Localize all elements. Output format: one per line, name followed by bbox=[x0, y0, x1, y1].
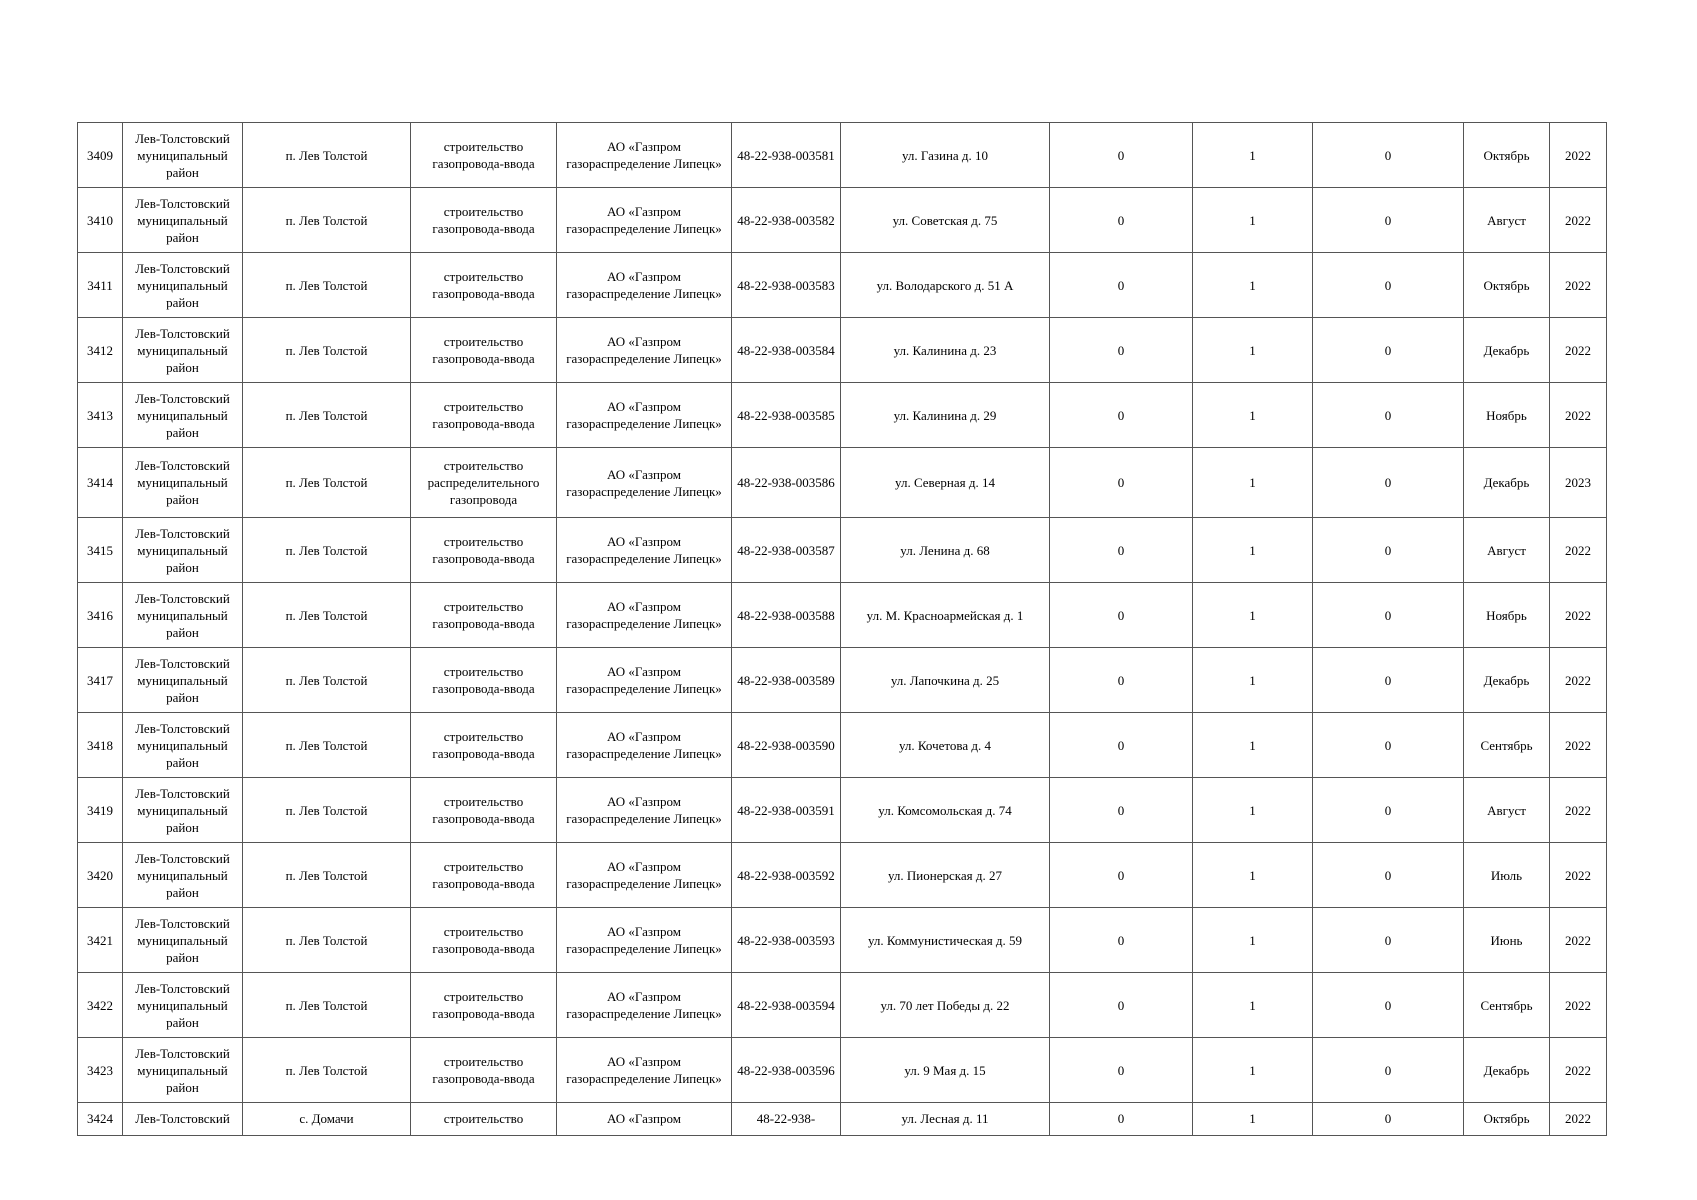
locality-cell: п. Лев Толстой bbox=[243, 448, 411, 518]
month-cell: Октябрь bbox=[1464, 123, 1550, 188]
district-cell: Лев-Толстовский bbox=[123, 1103, 243, 1136]
address-cell: ул. Володарского д. 51 А bbox=[841, 253, 1050, 318]
object-code-cell: 48-22-938-003589 bbox=[732, 648, 841, 713]
object-code-cell: 48-22-938-003584 bbox=[732, 318, 841, 383]
locality-cell: п. Лев Толстой bbox=[243, 318, 411, 383]
month-cell: Август bbox=[1464, 518, 1550, 583]
value-3-cell: 0 bbox=[1313, 973, 1464, 1038]
organization-cell: АО «Газпром газораспределение Липецк» bbox=[557, 973, 732, 1038]
address-cell: ул. Советская д. 75 bbox=[841, 188, 1050, 253]
year-cell: 2022 bbox=[1550, 318, 1607, 383]
organization-cell: АО «Газпром газораспределение Липецк» bbox=[557, 1038, 732, 1103]
table-row bbox=[78, 908, 1607, 973]
object-code-cell: 48-22-938-003588 bbox=[732, 583, 841, 648]
value-2-cell: 1 bbox=[1193, 448, 1313, 518]
organization-cell: АО «Газпром газораспределение Липецк» bbox=[557, 318, 732, 383]
row-number: 3415 bbox=[78, 518, 123, 583]
month-cell: Ноябрь bbox=[1464, 383, 1550, 448]
value-3-cell: 0 bbox=[1313, 778, 1464, 843]
month-cell: Октябрь bbox=[1464, 1103, 1550, 1136]
month-cell: Август bbox=[1464, 778, 1550, 843]
value-1-cell: 0 bbox=[1050, 778, 1193, 843]
value-1-cell: 0 bbox=[1050, 1103, 1193, 1136]
district-cell: Лев-Толстовский муниципальный район bbox=[123, 123, 243, 188]
year-cell: 2023 bbox=[1550, 448, 1607, 518]
organization-cell: АО «Газпром газораспределение Липецк» bbox=[557, 583, 732, 648]
value-1-cell: 0 bbox=[1050, 973, 1193, 1038]
row-number: 3424 bbox=[78, 1103, 123, 1136]
work-type-cell: строительство газопровода-ввода bbox=[411, 318, 557, 383]
table-row bbox=[78, 843, 1607, 908]
table-row bbox=[78, 1103, 1607, 1136]
organization-cell: АО «Газпром газораспределение Липецк» bbox=[557, 518, 732, 583]
year-cell: 2022 bbox=[1550, 843, 1607, 908]
table-row bbox=[78, 448, 1607, 518]
address-cell: ул. Коммунистическая д. 59 bbox=[841, 908, 1050, 973]
address-cell: ул. Ленина д. 68 bbox=[841, 518, 1050, 583]
table-row bbox=[78, 383, 1607, 448]
district-cell: Лев-Толстовский муниципальный район bbox=[123, 188, 243, 253]
locality-cell: п. Лев Толстой bbox=[243, 843, 411, 908]
value-3-cell: 0 bbox=[1313, 648, 1464, 713]
organization-cell: АО «Газпром газораспределение Липецк» bbox=[557, 713, 732, 778]
value-1-cell: 0 bbox=[1050, 713, 1193, 778]
value-2-cell: 1 bbox=[1193, 518, 1313, 583]
district-cell: Лев-Толстовский муниципальный район bbox=[123, 518, 243, 583]
district-cell: Лев-Толстовский муниципальный район bbox=[123, 908, 243, 973]
work-type-cell: строительство газопровода-ввода bbox=[411, 188, 557, 253]
value-3-cell: 0 bbox=[1313, 123, 1464, 188]
row-number: 3414 bbox=[78, 448, 123, 518]
value-2-cell: 1 bbox=[1193, 1103, 1313, 1136]
table-row bbox=[78, 123, 1607, 188]
address-cell: ул. Пионерская д. 27 bbox=[841, 843, 1050, 908]
table-row bbox=[78, 188, 1607, 253]
organization-cell: АО «Газпром газораспределение Липецк» bbox=[557, 383, 732, 448]
value-3-cell: 0 bbox=[1313, 383, 1464, 448]
organization-cell: АО «Газпром газораспределение Липецк» bbox=[557, 648, 732, 713]
object-code-cell: 48-22-938-003586 bbox=[732, 448, 841, 518]
row-number: 3420 bbox=[78, 843, 123, 908]
work-type-cell: строительство газопровода-ввода bbox=[411, 123, 557, 188]
year-cell: 2022 bbox=[1550, 1103, 1607, 1136]
row-number: 3421 bbox=[78, 908, 123, 973]
table-row bbox=[78, 253, 1607, 318]
value-3-cell: 0 bbox=[1313, 188, 1464, 253]
value-1-cell: 0 bbox=[1050, 843, 1193, 908]
district-cell: Лев-Толстовский муниципальный район bbox=[123, 318, 243, 383]
value-2-cell: 1 bbox=[1193, 253, 1313, 318]
object-code-cell: 48-22-938- bbox=[732, 1103, 841, 1136]
year-cell: 2022 bbox=[1550, 648, 1607, 713]
value-1-cell: 0 bbox=[1050, 648, 1193, 713]
value-2-cell: 1 bbox=[1193, 583, 1313, 648]
district-cell: Лев-Толстовский муниципальный район bbox=[123, 1038, 243, 1103]
work-type-cell: строительство распределительного газопровода bbox=[411, 448, 557, 518]
address-cell: ул. Кочетова д. 4 bbox=[841, 713, 1050, 778]
organization-cell: АО «Газпром газораспределение Липецк» bbox=[557, 778, 732, 843]
district-cell: Лев-Толстовский муниципальный район bbox=[123, 448, 243, 518]
row-number: 3422 bbox=[78, 973, 123, 1038]
organization-cell: АО «Газпром bbox=[557, 1103, 732, 1136]
value-3-cell: 0 bbox=[1313, 583, 1464, 648]
value-3-cell: 0 bbox=[1313, 908, 1464, 973]
locality-cell: п. Лев Толстой bbox=[243, 518, 411, 583]
organization-cell: АО «Газпром газораспределение Липецк» bbox=[557, 188, 732, 253]
locality-cell: п. Лев Толстой bbox=[243, 973, 411, 1038]
address-cell: ул. 9 Мая д. 15 bbox=[841, 1038, 1050, 1103]
month-cell: Декабрь bbox=[1464, 318, 1550, 383]
object-code-cell: 48-22-938-003582 bbox=[732, 188, 841, 253]
organization-cell: АО «Газпром газораспределение Липецк» bbox=[557, 843, 732, 908]
row-number: 3417 bbox=[78, 648, 123, 713]
organization-cell: АО «Газпром газораспределение Липецк» bbox=[557, 448, 732, 518]
value-3-cell: 0 bbox=[1313, 1038, 1464, 1103]
value-2-cell: 1 bbox=[1193, 908, 1313, 973]
object-code-cell: 48-22-938-003594 bbox=[732, 973, 841, 1038]
year-cell: 2022 bbox=[1550, 908, 1607, 973]
work-type-cell: строительство газопровода-ввода bbox=[411, 908, 557, 973]
locality-cell: п. Лев Толстой bbox=[243, 123, 411, 188]
table-row bbox=[78, 713, 1607, 778]
row-number: 3416 bbox=[78, 583, 123, 648]
month-cell: Декабрь bbox=[1464, 648, 1550, 713]
work-type-cell: строительство газопровода-ввода bbox=[411, 583, 557, 648]
month-cell: Сентябрь bbox=[1464, 973, 1550, 1038]
value-3-cell: 0 bbox=[1313, 1103, 1464, 1136]
value-1-cell: 0 bbox=[1050, 583, 1193, 648]
district-cell: Лев-Толстовский муниципальный район bbox=[123, 648, 243, 713]
object-code-cell: 48-22-938-003590 bbox=[732, 713, 841, 778]
address-cell: ул. Газина д. 10 bbox=[841, 123, 1050, 188]
table-row bbox=[78, 583, 1607, 648]
work-type-cell: строительство газопровода-ввода bbox=[411, 253, 557, 318]
value-1-cell: 0 bbox=[1050, 318, 1193, 383]
address-cell: ул. Калинина д. 23 bbox=[841, 318, 1050, 383]
address-cell: ул. М. Красноармейская д. 1 bbox=[841, 583, 1050, 648]
locality-cell: п. Лев Толстой bbox=[243, 713, 411, 778]
address-cell: ул. Лесная д. 11 bbox=[841, 1103, 1050, 1136]
value-3-cell: 0 bbox=[1313, 518, 1464, 583]
month-cell: Август bbox=[1464, 188, 1550, 253]
value-3-cell: 0 bbox=[1313, 843, 1464, 908]
year-cell: 2022 bbox=[1550, 188, 1607, 253]
object-code-cell: 48-22-938-003592 bbox=[732, 843, 841, 908]
value-1-cell: 0 bbox=[1050, 518, 1193, 583]
year-cell: 2022 bbox=[1550, 583, 1607, 648]
value-2-cell: 1 bbox=[1193, 778, 1313, 843]
object-code-cell: 48-22-938-003581 bbox=[732, 123, 841, 188]
locality-cell: п. Лев Толстой bbox=[243, 778, 411, 843]
organization-cell: АО «Газпром газораспределение Липецк» bbox=[557, 253, 732, 318]
table-row bbox=[78, 973, 1607, 1038]
year-cell: 2022 bbox=[1550, 123, 1607, 188]
address-cell: ул. Северная д. 14 bbox=[841, 448, 1050, 518]
row-number: 3410 bbox=[78, 188, 123, 253]
district-cell: Лев-Толстовский муниципальный район bbox=[123, 843, 243, 908]
value-3-cell: 0 bbox=[1313, 448, 1464, 518]
locality-cell: п. Лев Толстой bbox=[243, 583, 411, 648]
year-cell: 2022 bbox=[1550, 973, 1607, 1038]
locality-cell: п. Лев Толстой bbox=[243, 253, 411, 318]
row-number: 3409 bbox=[78, 123, 123, 188]
district-cell: Лев-Толстовский муниципальный район bbox=[123, 383, 243, 448]
month-cell: Декабрь bbox=[1464, 1038, 1550, 1103]
value-2-cell: 1 bbox=[1193, 1038, 1313, 1103]
object-code-cell: 48-22-938-003583 bbox=[732, 253, 841, 318]
value-3-cell: 0 bbox=[1313, 253, 1464, 318]
address-cell: ул. 70 лет Победы д. 22 bbox=[841, 973, 1050, 1038]
organization-cell: АО «Газпром газораспределение Липецк» bbox=[557, 908, 732, 973]
table-row bbox=[78, 1038, 1607, 1103]
table-row bbox=[78, 518, 1607, 583]
year-cell: 2022 bbox=[1550, 518, 1607, 583]
month-cell: Сентябрь bbox=[1464, 713, 1550, 778]
work-type-cell: строительство газопровода-ввода bbox=[411, 778, 557, 843]
locality-cell: с. Домачи bbox=[243, 1103, 411, 1136]
locality-cell: п. Лев Толстой bbox=[243, 908, 411, 973]
value-2-cell: 1 bbox=[1193, 843, 1313, 908]
year-cell: 2022 bbox=[1550, 383, 1607, 448]
row-number: 3411 bbox=[78, 253, 123, 318]
work-type-cell: строительство газопровода-ввода bbox=[411, 713, 557, 778]
locality-cell: п. Лев Толстой bbox=[243, 188, 411, 253]
table-row bbox=[78, 318, 1607, 383]
row-number: 3418 bbox=[78, 713, 123, 778]
table-row bbox=[78, 648, 1607, 713]
work-type-cell: строительство bbox=[411, 1103, 557, 1136]
value-2-cell: 1 bbox=[1193, 188, 1313, 253]
address-cell: ул. Лапочкина д. 25 bbox=[841, 648, 1050, 713]
year-cell: 2022 bbox=[1550, 713, 1607, 778]
month-cell: Декабрь bbox=[1464, 448, 1550, 518]
object-code-cell: 48-22-938-003591 bbox=[732, 778, 841, 843]
district-cell: Лев-Толстовский муниципальный район bbox=[123, 253, 243, 318]
work-type-cell: строительство газопровода-ввода bbox=[411, 383, 557, 448]
district-cell: Лев-Толстовский муниципальный район bbox=[123, 973, 243, 1038]
district-cell: Лев-Толстовский муниципальный район bbox=[123, 713, 243, 778]
address-cell: ул. Калинина д. 29 bbox=[841, 383, 1050, 448]
work-type-cell: строительство газопровода-ввода bbox=[411, 648, 557, 713]
work-type-cell: строительство газопровода-ввода bbox=[411, 518, 557, 583]
value-3-cell: 0 bbox=[1313, 713, 1464, 778]
table-body bbox=[78, 123, 1607, 1136]
organization-cell: АО «Газпром газораспределение Липецк» bbox=[557, 123, 732, 188]
value-2-cell: 1 bbox=[1193, 123, 1313, 188]
work-type-cell: строительство газопровода-ввода bbox=[411, 1038, 557, 1103]
month-cell: Июль bbox=[1464, 843, 1550, 908]
year-cell: 2022 bbox=[1550, 253, 1607, 318]
value-1-cell: 0 bbox=[1050, 188, 1193, 253]
value-2-cell: 1 bbox=[1193, 648, 1313, 713]
locality-cell: п. Лев Толстой bbox=[243, 383, 411, 448]
work-type-cell: строительство газопровода-ввода bbox=[411, 973, 557, 1038]
value-2-cell: 1 bbox=[1193, 318, 1313, 383]
value-1-cell: 0 bbox=[1050, 253, 1193, 318]
value-2-cell: 1 bbox=[1193, 713, 1313, 778]
gasification-table bbox=[77, 122, 1607, 1136]
value-2-cell: 1 bbox=[1193, 973, 1313, 1038]
month-cell: Июнь bbox=[1464, 908, 1550, 973]
table-row bbox=[78, 778, 1607, 843]
value-1-cell: 0 bbox=[1050, 383, 1193, 448]
district-cell: Лев-Толстовский муниципальный район bbox=[123, 778, 243, 843]
month-cell: Ноябрь bbox=[1464, 583, 1550, 648]
locality-cell: п. Лев Толстой bbox=[243, 648, 411, 713]
work-type-cell: строительство газопровода-ввода bbox=[411, 843, 557, 908]
object-code-cell: 48-22-938-003593 bbox=[732, 908, 841, 973]
object-code-cell: 48-22-938-003596 bbox=[732, 1038, 841, 1103]
value-3-cell: 0 bbox=[1313, 318, 1464, 383]
value-2-cell: 1 bbox=[1193, 383, 1313, 448]
address-cell: ул. Комсомольская д. 74 bbox=[841, 778, 1050, 843]
value-1-cell: 0 bbox=[1050, 1038, 1193, 1103]
row-number: 3423 bbox=[78, 1038, 123, 1103]
value-1-cell: 0 bbox=[1050, 123, 1193, 188]
year-cell: 2022 bbox=[1550, 778, 1607, 843]
year-cell: 2022 bbox=[1550, 1038, 1607, 1103]
object-code-cell: 48-22-938-003587 bbox=[732, 518, 841, 583]
locality-cell: п. Лев Толстой bbox=[243, 1038, 411, 1103]
value-1-cell: 0 bbox=[1050, 448, 1193, 518]
object-code-cell: 48-22-938-003585 bbox=[732, 383, 841, 448]
district-cell: Лев-Толстовский муниципальный район bbox=[123, 583, 243, 648]
value-1-cell: 0 bbox=[1050, 908, 1193, 973]
row-number: 3413 bbox=[78, 383, 123, 448]
month-cell: Октябрь bbox=[1464, 253, 1550, 318]
row-number: 3419 bbox=[78, 778, 123, 843]
row-number: 3412 bbox=[78, 318, 123, 383]
